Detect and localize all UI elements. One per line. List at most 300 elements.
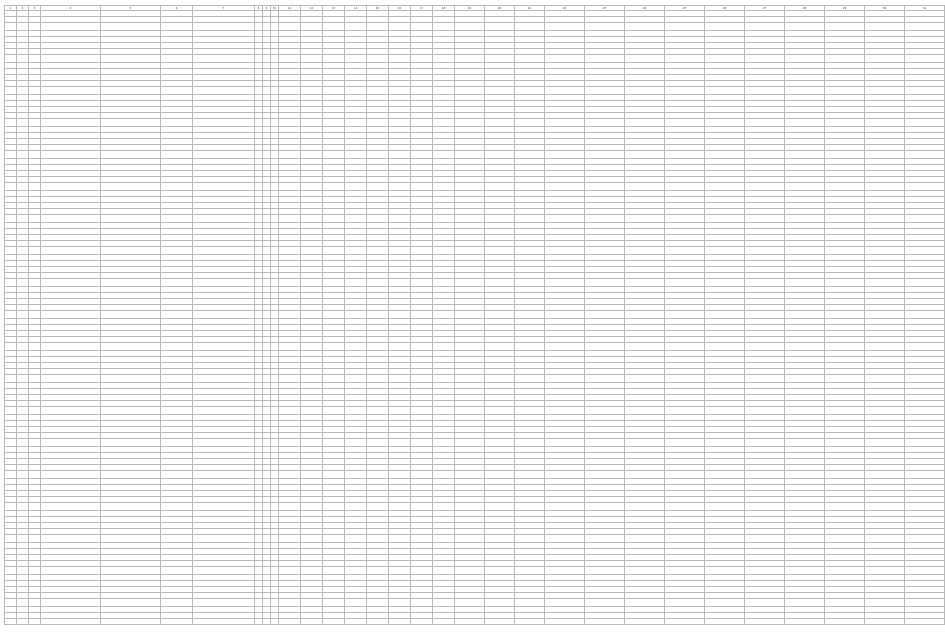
table-cell[interactable] [585,183,625,191]
table-cell[interactable] [367,311,389,319]
table-cell[interactable] [279,535,301,543]
table-cell[interactable] [545,23,585,31]
table-cell[interactable] [323,503,345,511]
table-cell[interactable] [625,151,665,159]
table-cell[interactable] [485,279,515,287]
table-cell[interactable] [271,439,279,447]
table-cell[interactable] [705,311,745,319]
table-cell[interactable] [545,343,585,351]
table-cell[interactable] [665,619,705,625]
table-cell[interactable] [485,311,515,319]
table-cell[interactable] [29,23,41,31]
table-cell[interactable] [433,119,455,127]
table-cell[interactable] [279,183,301,191]
table-cell[interactable] [825,215,865,223]
table-cell[interactable] [193,311,255,319]
table-cell[interactable] [41,23,101,31]
table-cell[interactable] [41,439,101,447]
table-cell[interactable] [263,247,271,255]
table-cell[interactable] [905,503,945,511]
table-cell[interactable] [785,439,825,447]
table-cell[interactable] [785,407,825,415]
table-cell[interactable] [271,619,279,625]
table-cell[interactable] [345,151,367,159]
table-cell[interactable] [625,343,665,351]
table-cell[interactable] [345,183,367,191]
table-cell[interactable] [665,535,705,543]
table-cell[interactable] [485,375,515,383]
table-cell[interactable] [905,439,945,447]
table-cell[interactable] [345,503,367,511]
table-cell[interactable] [345,439,367,447]
table-cell[interactable] [905,343,945,351]
table-cell[interactable] [29,375,41,383]
table-cell[interactable] [345,23,367,31]
table-cell[interactable] [5,407,17,415]
table-cell[interactable] [255,151,263,159]
table-cell[interactable] [485,599,515,607]
table-cell[interactable] [411,535,433,543]
table-cell[interactable] [5,247,17,255]
table-cell[interactable] [485,247,515,255]
table-cell[interactable] [865,439,905,447]
table-cell[interactable] [193,343,255,351]
table-cell[interactable] [367,567,389,575]
table-cell[interactable] [705,151,745,159]
table-cell[interactable] [455,599,485,607]
table-cell[interactable] [29,311,41,319]
table-cell[interactable] [545,119,585,127]
table-cell[interactable] [41,567,101,575]
table-cell[interactable] [585,87,625,95]
table-cell[interactable] [865,599,905,607]
table-cell[interactable] [101,471,161,479]
table-cell[interactable] [101,247,161,255]
table-cell[interactable] [345,619,367,625]
table-cell[interactable] [485,471,515,479]
table-cell[interactable] [161,311,193,319]
table-cell[interactable] [161,567,193,575]
table-cell[interactable] [41,375,101,383]
table-cell[interactable] [455,183,485,191]
table-cell[interactable] [411,23,433,31]
table-cell[interactable] [745,471,785,479]
table-cell[interactable] [745,375,785,383]
table-cell[interactable] [585,55,625,63]
table-cell[interactable] [745,599,785,607]
table-cell[interactable] [5,375,17,383]
table-cell[interactable] [161,535,193,543]
table-cell[interactable] [17,119,29,127]
table-cell[interactable] [515,151,545,159]
table-cell[interactable] [455,215,485,223]
table-cell[interactable] [5,439,17,447]
table-cell[interactable] [161,279,193,287]
table-cell[interactable] [101,599,161,607]
table-cell[interactable] [271,151,279,159]
table-cell[interactable] [389,407,411,415]
table-cell[interactable] [585,439,625,447]
table-cell[interactable] [389,87,411,95]
table-cell[interactable] [825,471,865,479]
table-cell[interactable] [515,23,545,31]
table-cell[interactable] [271,407,279,415]
table-cell[interactable] [745,119,785,127]
table-cell[interactable] [825,407,865,415]
table-cell[interactable] [263,375,271,383]
table-cell[interactable] [255,119,263,127]
table-cell[interactable] [101,535,161,543]
table-cell[interactable] [389,23,411,31]
table-cell[interactable] [905,471,945,479]
table-cell[interactable] [17,471,29,479]
table-cell[interactable] [411,151,433,159]
table-cell[interactable] [17,215,29,223]
table-cell[interactable] [433,471,455,479]
table-cell[interactable] [323,375,345,383]
table-cell[interactable] [745,439,785,447]
table-cell[interactable] [745,407,785,415]
table-cell[interactable] [825,619,865,625]
table-cell[interactable] [825,375,865,383]
table-cell[interactable] [865,247,905,255]
table-cell[interactable] [255,375,263,383]
table-cell[interactable] [433,567,455,575]
table-cell[interactable] [279,87,301,95]
table-cell[interactable] [17,535,29,543]
table-cell[interactable] [905,87,945,95]
table-cell[interactable] [161,23,193,31]
table-cell[interactable] [745,55,785,63]
table-cell[interactable] [255,535,263,543]
table-cell[interactable] [905,247,945,255]
table-cell[interactable] [433,183,455,191]
table-cell[interactable] [17,619,29,625]
table-cell[interactable] [665,471,705,479]
table-cell[interactable] [705,119,745,127]
table-cell[interactable] [411,55,433,63]
table-cell[interactable] [585,215,625,223]
table-cell[interactable] [17,375,29,383]
table-cell[interactable] [367,247,389,255]
table-cell[interactable] [825,311,865,319]
table-cell[interactable] [865,343,905,351]
table-cell[interactable] [905,567,945,575]
table-cell[interactable] [193,619,255,625]
table-cell[interactable] [367,407,389,415]
table-cell[interactable] [17,343,29,351]
table-cell[interactable] [485,151,515,159]
table-cell[interactable] [745,279,785,287]
table-cell[interactable] [825,183,865,191]
table-cell[interactable] [485,23,515,31]
table-cell[interactable] [263,215,271,223]
table-cell[interactable] [625,23,665,31]
table-cell[interactable] [323,311,345,319]
table-cell[interactable] [515,183,545,191]
table-cell[interactable] [665,599,705,607]
table-cell[interactable] [301,503,323,511]
table-cell[interactable] [485,343,515,351]
table-cell[interactable] [745,311,785,319]
table-cell[interactable] [193,439,255,447]
table-cell[interactable] [825,247,865,255]
table-cell[interactable] [17,87,29,95]
table-cell[interactable] [41,503,101,511]
table-cell[interactable] [193,471,255,479]
table-cell[interactable] [825,55,865,63]
table-cell[interactable] [865,119,905,127]
table-cell[interactable] [101,55,161,63]
table-cell[interactable] [585,567,625,575]
table-cell[interactable] [865,55,905,63]
table-cell[interactable] [5,87,17,95]
table-cell[interactable] [161,151,193,159]
table-cell[interactable] [301,619,323,625]
table-cell[interactable] [545,279,585,287]
table-cell[interactable] [515,503,545,511]
table-cell[interactable] [705,599,745,607]
table-cell[interactable] [485,535,515,543]
table-cell[interactable] [5,279,17,287]
table-cell[interactable] [665,375,705,383]
table-cell[interactable] [101,311,161,319]
table-cell[interactable] [625,87,665,95]
table-cell[interactable] [585,151,625,159]
table-cell[interactable] [515,247,545,255]
table-cell[interactable] [345,215,367,223]
table-cell[interactable] [263,619,271,625]
table-cell[interactable] [279,247,301,255]
table-cell[interactable] [433,439,455,447]
table-cell[interactable] [433,535,455,543]
table-cell[interactable] [545,503,585,511]
table-cell[interactable] [17,55,29,63]
table-cell[interactable] [17,599,29,607]
table-cell[interactable] [905,23,945,31]
table-cell[interactable] [345,599,367,607]
table-cell[interactable] [255,619,263,625]
table-cell[interactable] [193,119,255,127]
table-cell[interactable] [271,567,279,575]
table-cell[interactable] [825,439,865,447]
table-cell[interactable] [101,23,161,31]
table-cell[interactable] [301,599,323,607]
table-cell[interactable] [29,535,41,543]
table-cell[interactable] [161,375,193,383]
table-cell[interactable] [625,599,665,607]
table-cell[interactable] [41,279,101,287]
table-cell[interactable] [193,279,255,287]
table-cell[interactable] [865,279,905,287]
table-cell[interactable] [367,87,389,95]
table-cell[interactable] [411,247,433,255]
table-cell[interactable] [411,567,433,575]
table-cell[interactable] [255,599,263,607]
table-cell[interactable] [301,471,323,479]
table-cell[interactable] [625,119,665,127]
table-cell[interactable] [301,23,323,31]
table-cell[interactable] [515,343,545,351]
table-cell[interactable] [193,23,255,31]
table-cell[interactable] [271,183,279,191]
table-cell[interactable] [585,503,625,511]
table-cell[interactable] [301,151,323,159]
table-cell[interactable] [745,567,785,575]
table-cell[interactable] [905,183,945,191]
table-cell[interactable] [515,567,545,575]
table-cell[interactable] [271,311,279,319]
table-cell[interactable] [29,439,41,447]
table-cell[interactable] [455,407,485,415]
table-cell[interactable] [41,87,101,95]
table-cell[interactable] [17,279,29,287]
table-cell[interactable] [455,151,485,159]
table-cell[interactable] [705,215,745,223]
table-cell[interactable] [433,311,455,319]
table-cell[interactable] [705,535,745,543]
table-cell[interactable] [411,619,433,625]
table-cell[interactable] [367,55,389,63]
table-cell[interactable] [255,215,263,223]
table-cell[interactable] [515,619,545,625]
table-cell[interactable] [411,471,433,479]
table-cell[interactable] [161,119,193,127]
table-cell[interactable] [585,311,625,319]
table-cell[interactable] [785,119,825,127]
table-cell[interactable] [29,247,41,255]
table-cell[interactable] [301,439,323,447]
table-cell[interactable] [625,183,665,191]
table-cell[interactable] [515,407,545,415]
table-cell[interactable] [323,279,345,287]
table-cell[interactable] [101,183,161,191]
table-cell[interactable] [367,119,389,127]
table-cell[interactable] [323,183,345,191]
table-cell[interactable] [825,119,865,127]
table-cell[interactable] [5,535,17,543]
table-cell[interactable] [367,619,389,625]
table-cell[interactable] [625,279,665,287]
table-cell[interactable] [825,151,865,159]
table-cell[interactable] [433,215,455,223]
table-cell[interactable] [433,375,455,383]
table-cell[interactable] [29,407,41,415]
table-cell[interactable] [585,247,625,255]
table-cell[interactable] [41,119,101,127]
table-cell[interactable] [433,407,455,415]
table-cell[interactable] [665,87,705,95]
table-cell[interactable] [345,535,367,543]
table-cell[interactable] [785,599,825,607]
table-cell[interactable] [705,567,745,575]
table-cell[interactable] [41,55,101,63]
table-cell[interactable] [515,471,545,479]
table-cell[interactable] [433,55,455,63]
table-cell[interactable] [29,567,41,575]
table-cell[interactable] [101,87,161,95]
table-cell[interactable] [263,439,271,447]
table-cell[interactable] [865,619,905,625]
table-cell[interactable] [263,599,271,607]
table-cell[interactable] [745,23,785,31]
table-cell[interactable] [865,311,905,319]
table-cell[interactable] [433,343,455,351]
table-cell[interactable] [345,375,367,383]
table-cell[interactable] [279,439,301,447]
table-cell[interactable] [785,151,825,159]
table-cell[interactable] [485,567,515,575]
table-cell[interactable] [545,55,585,63]
table-cell[interactable] [411,375,433,383]
table-cell[interactable] [389,247,411,255]
table-cell[interactable] [389,183,411,191]
table-cell[interactable] [161,215,193,223]
table-cell[interactable] [263,151,271,159]
table-cell[interactable] [545,471,585,479]
table-cell[interactable] [515,119,545,127]
table-cell[interactable] [585,23,625,31]
table-cell[interactable] [865,503,905,511]
table-cell[interactable] [545,151,585,159]
table-cell[interactable] [455,567,485,575]
table-cell[interactable] [665,407,705,415]
table-cell[interactable] [367,535,389,543]
table-cell[interactable] [301,87,323,95]
table-cell[interactable] [29,151,41,159]
table-cell[interactable] [161,407,193,415]
table-cell[interactable] [279,471,301,479]
table-cell[interactable] [455,55,485,63]
table-cell[interactable] [323,87,345,95]
table-cell[interactable] [433,23,455,31]
table-cell[interactable] [665,247,705,255]
table-cell[interactable] [905,407,945,415]
table-cell[interactable] [279,151,301,159]
table-cell[interactable] [345,247,367,255]
table-cell[interactable] [705,439,745,447]
table-cell[interactable] [905,119,945,127]
table-cell[interactable] [411,311,433,319]
table-cell[interactable] [785,279,825,287]
table-cell[interactable] [255,183,263,191]
table-cell[interactable] [705,407,745,415]
table-cell[interactable] [279,375,301,383]
table-cell[interactable] [515,535,545,543]
table-cell[interactable] [825,503,865,511]
table-cell[interactable] [411,183,433,191]
table-cell[interactable] [389,567,411,575]
table-cell[interactable] [271,471,279,479]
table-cell[interactable] [367,183,389,191]
table-cell[interactable] [665,151,705,159]
table-cell[interactable] [411,279,433,287]
table-cell[interactable] [545,535,585,543]
table-cell[interactable] [193,55,255,63]
table-cell[interactable] [411,599,433,607]
table-cell[interactable] [101,567,161,575]
table-cell[interactable] [825,567,865,575]
table-cell[interactable] [323,471,345,479]
table-cell[interactable] [301,247,323,255]
table-cell[interactable] [545,619,585,625]
table-cell[interactable] [323,23,345,31]
table-cell[interactable] [455,439,485,447]
table-cell[interactable] [17,23,29,31]
table-cell[interactable] [17,567,29,575]
table-cell[interactable] [785,215,825,223]
table-cell[interactable] [625,567,665,575]
